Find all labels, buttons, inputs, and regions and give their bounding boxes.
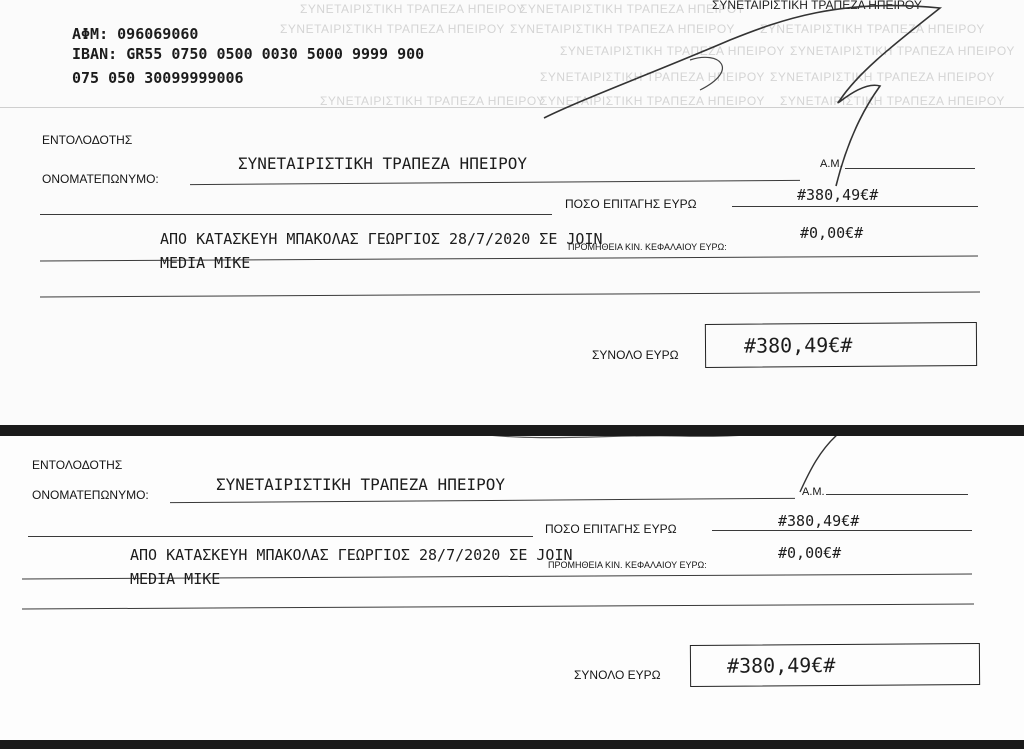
description-line-1: ΑΠΟ ΚΑΤΑΣΚΕΥΗ ΜΠΑΚΟΛΑΣ ΓΕΩΡΓΙΟΣ 28/7/2020 ΣΕ JOIN (130, 546, 573, 564)
commission-label: ΠΡΟΜΗΘΕΙΑ ΚΙΝ. ΚΕΦΑΛΑΙΟΥ ΕΥΡΩ: (548, 560, 707, 570)
name-label: ΟΝΟΜΑΤΕΠΩΝΥΜΟ: (32, 488, 149, 502)
am-label: Α.Μ. (802, 486, 825, 498)
commission-value: #0,00€# (778, 544, 842, 562)
description-line-rule-2 (40, 292, 980, 298)
description-line-1: ΑΠΟ ΚΑΤΑΣΚΕΥΗ ΜΠΑΚΟΛΑΣ ΓΕΩΡΓΙΟΣ 28/7/2020 ΣΕ JOIN (160, 230, 603, 248)
total-box (690, 643, 980, 687)
name-value: ΣΥΝΕΤΑΙΡΙΣΤΙΚΗ ΤΡΑΠΕΖΑ ΗΠΕΙΡΟΥ (216, 475, 505, 494)
total-value: #380,49€# (726, 652, 836, 678)
iban-line (72, 45, 424, 63)
amount-label: ΠΟΣΟ ΕΠΙΤΑΓΗΣ ΕΥΡΩ (565, 197, 697, 211)
commission-value: #0,00€# (800, 224, 864, 242)
watermark-line: ΣΥΝΕΤΑΙΡΙΣΤΙΚΗ ΤΡΑΠΕΖΑ ΗΠΕΙΡΟΥ (790, 44, 1015, 58)
total-value: #380,49€# (743, 332, 853, 358)
watermark-line: ΣΥΝΕΤΑΙΡΙΣΤΙΚΗ ΤΡΑΠΕΖΑ ΗΠΕΙΡΟΥ (300, 2, 525, 16)
watermark-line: ΣΥΝΕΤΑΙΡΙΣΤΙΚΗ ΤΡΑΠΕΖΑ ΗΠΕΙΡΟΥ (760, 22, 985, 36)
account-number: 075 050 30099999006 (72, 69, 244, 87)
amount-value: #380,49€# (797, 186, 879, 204)
name-label: ΟΝΟΜΑΤΕΠΩΝΥΜΟ: (42, 172, 159, 186)
am-underline (826, 494, 968, 495)
total-box (705, 322, 977, 368)
watermark-line: ΣΥΝΕΤΑΙΡΙΣΤΙΚΗ ΤΡΑΠΕΖΑ ΗΠΕΙΡΟΥ (320, 94, 545, 108)
afm-value: 096069060 (117, 25, 199, 43)
am-label: Α.Μ. (820, 158, 843, 170)
iban-label: IBAN: (72, 45, 118, 63)
watermark-line: ΣΥΝΕΤΑΙΡΙΣΤΙΚΗ ΤΡΑΠΕΖΑ ΗΠΕΙΡΟΥ (560, 44, 785, 58)
total-label: ΣΥΝΟΛΟ ΕΥΡΩ (574, 668, 661, 682)
amount-left-line (40, 214, 552, 215)
watermark-line: ΣΥΝΕΤΑΙΡΙΣΤΙΚΗ ΤΡΑΠΕΖΑ ΗΠΕΙΡΟΥ (780, 94, 1005, 108)
watermark-line: ΣΥΝΕΤΑΙΡΙΣΤΙΚΗ ΤΡΑΠΕΖΑ ΗΠΕΙΡΟΥ (520, 2, 745, 16)
sender-label: ΕΝΤΟΛΟΔΟΤΗΣ (42, 133, 133, 147)
afm-label: ΑΦΜ: (72, 25, 109, 43)
watermark-line: ΣΥΝΕΤΑΙΡΙΣΤΙΚΗ ΤΡΑΠΕΖΑ ΗΠΕΙΡΟΥ (540, 94, 765, 108)
iban-value: GR55 0750 0500 0030 5000 9999 900 (126, 45, 425, 63)
amount-left-line (28, 536, 533, 537)
watermark-line: ΣΥΝΕΤΑΙΡΙΣΤΙΚΗ ΤΡΑΠΕΖΑ ΗΠΕΙΡΟΥ (280, 22, 505, 36)
bank-name-header: ΣΥΝΕΤΑΙΡΙΣΤΙΚΗ ΤΡΑΠΕΖΑ ΗΠΕΙΡΟΥ (712, 0, 922, 12)
amount-label: ΠΟΣΟ ΕΠΙΤΑΓΗΣ ΕΥΡΩ (545, 522, 677, 536)
description-line-2: MEDIA MIKE (160, 254, 251, 272)
description-line-2: MEDIA MIKE (130, 570, 221, 588)
total-label: ΣΥΝΟΛΟ ΕΥΡΩ (592, 348, 679, 362)
amount-value: #380,49€# (778, 512, 860, 530)
afm-line (72, 25, 198, 43)
amount-underline (732, 206, 978, 207)
signature-scribble (540, 0, 960, 190)
description-line-rule-2 (22, 604, 974, 610)
sender-label: ΕΝΤΟΛΟΔΟΤΗΣ (32, 458, 123, 472)
am-underline (845, 168, 975, 169)
watermark-line: ΣΥΝΕΤΑΙΡΙΣΤΙΚΗ ΤΡΑΠΕΖΑ ΗΠΕΙΡΟΥ (770, 70, 995, 84)
commission-label: ΠΡΟΜΗΘΕΙΑ ΚΙΝ. ΚΕΦΑΛΑΙΟΥ ΕΥΡΩ: (568, 242, 727, 252)
amount-underline (712, 530, 972, 531)
watermark-line: ΣΥΝΕΤΑΙΡΙΣΤΙΚΗ ΤΡΑΠΕΖΑ ΗΠΕΙΡΟΥ (540, 70, 765, 84)
watermark-line: ΣΥΝΕΤΑΙΡΙΣΤΙΚΗ ΤΡΑΠΕΖΑ ΗΠΕΙΡΟΥ (510, 22, 735, 36)
name-value: ΣΥΝΕΤΑΙΡΙΣΤΙΚΗ ΤΡΑΠΕΖΑ ΗΠΕΙΡΟΥ (238, 154, 527, 173)
bottom-payment-slip (0, 436, 1024, 740)
